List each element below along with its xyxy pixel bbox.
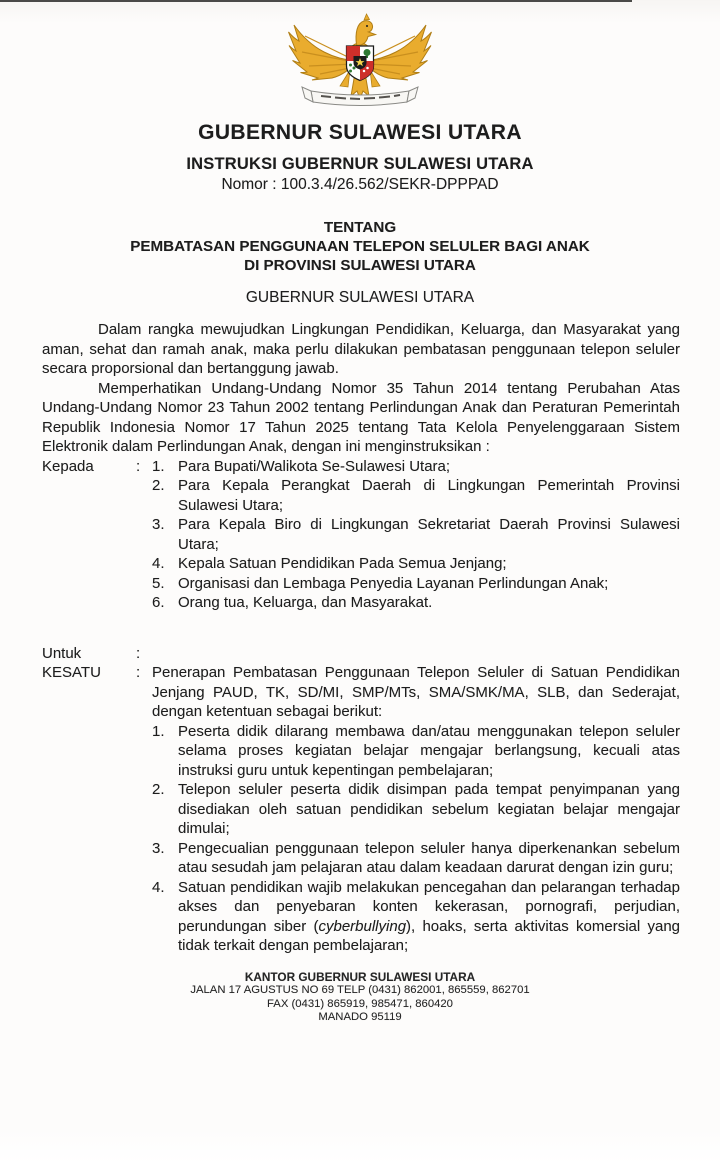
scan-edge-artifact [0,0,632,2]
item-number: 2. [152,781,165,798]
kesatu-colon: : [136,664,141,681]
kesatu-content [152,663,680,956]
document-number: Nomor : 100.3.4/26.562/SEKR-DPPPAD [221,176,499,193]
item-text: Para Kepala Biro di Lingkungan Sekretariat Daerah Provinsi Sulawesi Utara; [178,516,680,553]
garuda-pancasila-icon [285,12,435,112]
preamble-paragraph-2: Memperhatikan Undang-Undang Nomor 35 Tahun 2014 tentang Perubahan Atas Undang-Undang Nomor 23 Tahun 2002 tentang Perlindungan Anak dan Peraturan Pemerintah Republik Indonesia Nomor 17 Tahun 2025 tentang Tata Kelola Penyelenggaraan Sistem Elektronik dalam Perlindungan Anak, dengan ini menginstruksikan : [42,379,680,455]
item-number: 5. [152,574,165,592]
item-number: 1. [152,722,165,740]
item-text-post: ), hoaks, serta aktivitas komersial yang tidak terkait dengan pembelajaran; [178,917,681,954]
kepada-section [42,457,680,613]
kesatu-intro: Penerapan Pembatasan Penggunaan Telepon Seluler di Satuan Pendidikan Jenjang PAUD, TK, SD/MI, SMP/MTs, SMA/SMK/MA, SLB, dan Sederajat, dengan ketentuan sebagai berikut: [152,664,680,720]
garuda-pancasila-emblem [0,0,720,114]
letterhead-footer [0,971,720,1024]
item-text: Organisasi dan Lembaga Penyedia Layanan Perlindungan Anak; [178,574,609,592]
kesatu-item [152,878,680,956]
kepada-item [152,574,680,594]
item-text: Kepala Satuan Pendidikan Pada Semua Jenjang; [178,555,507,572]
untuk-section [42,644,680,664]
kepada-list [152,457,680,613]
kepada-item [152,554,680,574]
kepada-item [152,476,680,515]
item-text: Telepon seluler peserta didik disimpan pada tempat penyimpanan yang disediakan oleh satuan pendidikan sebelum kegiatan belajar mengajar dimulai; [178,781,680,837]
item-text: Peserta didik dilarang membawa dan/atau menggunakan telepon seluler selama proses kegiatan belajar mengajar berlangsung, kecuali atas instruksi guru untuk kepentingan pembelajaran; [178,722,680,779]
item-text-pre: Satuan pendidikan wajib melakukan pencegahan dan pelarangan terhadap akses dan penyebaran konten kekerasan, pornografi, perjudian, perundungan siber ( [178,878,680,935]
item-number: 4. [152,555,165,572]
item-number: 2. [152,477,165,494]
item-text: Para Bupati/Walikota Se-Sulawesi Utara; [178,457,451,475]
footer-fax: FAX (0431) 865919, 985471, 860420 [267,997,453,1010]
kesatu-label: KESATU [42,664,101,681]
footer-address-phone: JALAN 17 AGUSTUS NO 69 TELP (0431) 862001, 865559, 862701 [190,984,530,997]
footer-city-postal: MANADO 95119 [318,1010,402,1023]
preamble-paragraph-1: Dalam rangka mewujudkan Lingkungan Pendidikan, Keluarga, dan Masyarakat yang aman, sehat dan ramah anak, maka perlu dilakukan pembatasan penggunaan telepon seluler secara proporsional dan bertanggung jawab. [42,321,680,377]
item-number: 6. [152,594,165,611]
kepada-item [152,515,680,554]
subject-line-1: PEMBATASAN PENGGUNAAN TELEPON SELULER BAGI ANAK [130,238,590,255]
kepada-item [152,593,680,613]
item-number: 3. [152,516,165,533]
untuk-label: Untuk [42,644,82,662]
item-number: 1. [152,457,165,475]
item-text: Para Kepala Perangkat Daerah di Lingkungan Pemerintah Provinsi Sulawesi Utara; [178,477,680,514]
document-type-title: INSTRUKSI GUBERNUR SULAWESI UTARA [186,155,534,173]
item-number: 3. [152,839,165,857]
untuk-colon: : [136,644,141,662]
institution-title: GUBERNUR SULAWESI UTARA [198,121,522,144]
item-text [178,878,680,956]
kesatu-section [42,663,680,956]
tentang-label: TENTANG [323,219,397,236]
kepada-item [152,457,680,477]
kepada-label: Kepada [42,457,94,475]
kesatu-item [152,780,680,839]
item-number: 4. [152,878,165,896]
item-text-italic: cyberbullying [318,917,407,935]
kesatu-item [152,839,680,878]
footer-office-name: KANTOR GUBERNUR SULAWESI UTARA [244,970,476,984]
kesatu-item [152,722,680,781]
item-text: Pengecualian penggunaan telepon seluler hanya diperkenankan sebelum atau sesudah jam pelajaran atau dalam keadaan darurat dengan izin guru; [178,839,680,876]
kepada-colon: : [136,457,141,475]
issuer-title: GUBERNUR SULAWESI UTARA [245,289,475,306]
subject-line-2: DI PROVINSI SULAWESI UTARA [244,257,476,274]
item-text: Orang tua, Keluarga, dan Masyarakat. [178,594,433,611]
